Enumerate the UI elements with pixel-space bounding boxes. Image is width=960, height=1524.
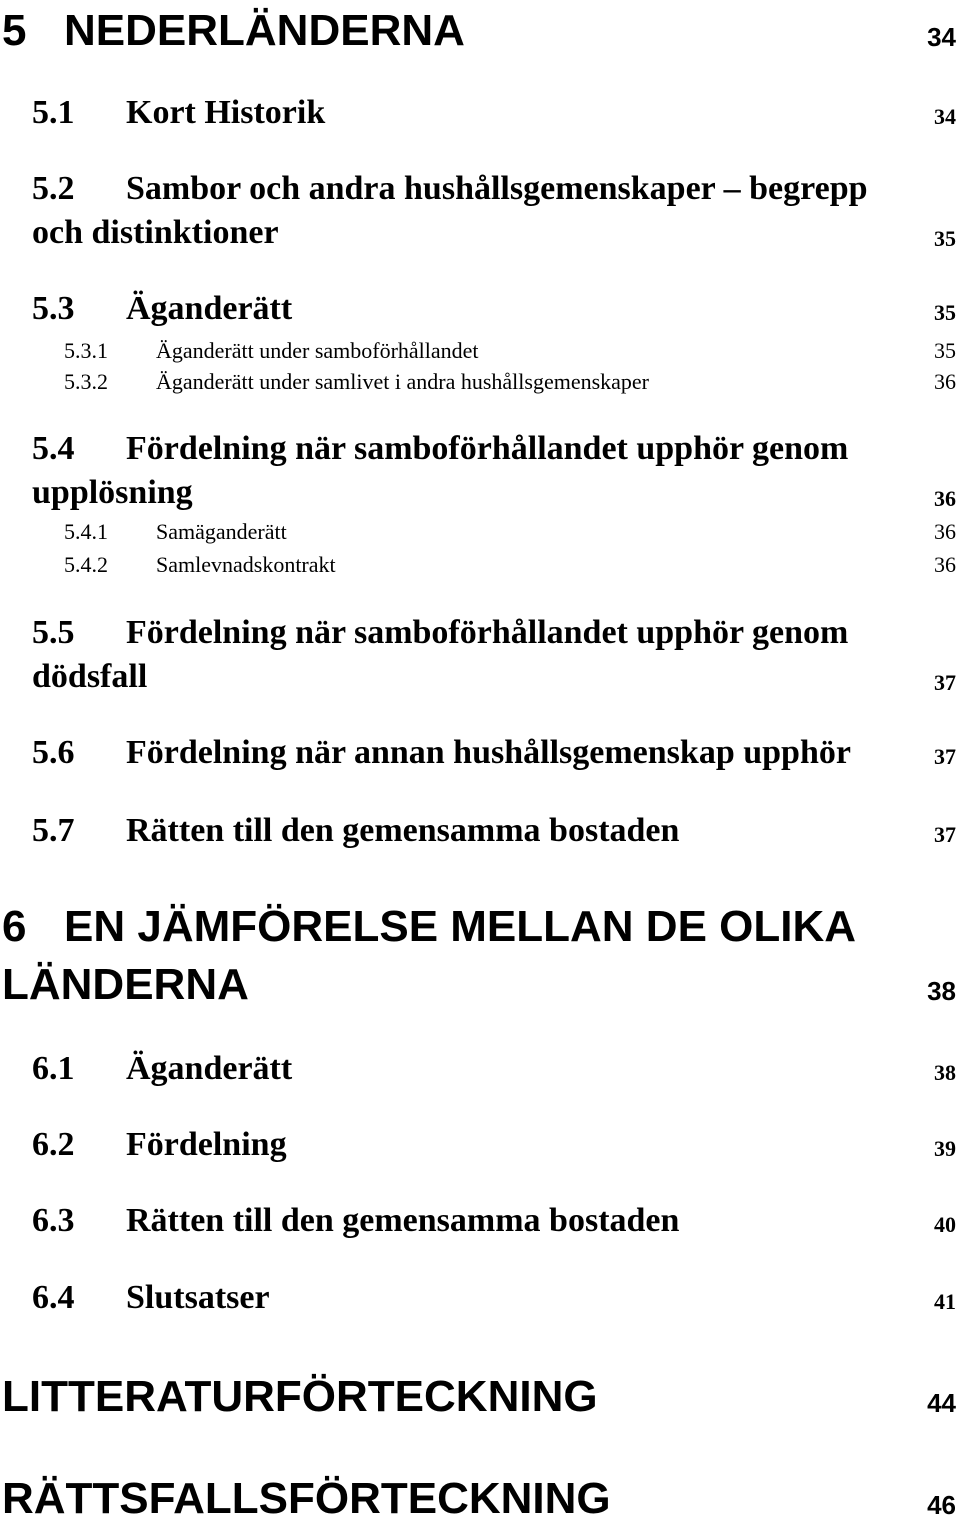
toc-entry-5-4-1[interactable]: [0, 519, 960, 547]
toc-entry-5-3[interactable]: [0, 290, 960, 330]
toc-entry-5-4-2[interactable]: [0, 552, 960, 580]
page-number: 36: [934, 369, 956, 394]
section-number: 6.2: [32, 1126, 75, 1163]
page-number: 41: [934, 1289, 956, 1314]
section-number: 5.1: [32, 94, 75, 131]
subsection-number: 5.3.1: [64, 338, 108, 363]
section-number: 5.2: [32, 170, 75, 207]
section-title: Fördelning när annan hushållsgemenskap upphör: [126, 734, 851, 771]
section-title: Sambor och andra hushållsgemenskaper – begrepp: [126, 170, 868, 207]
page-number: 37: [934, 670, 956, 695]
page-number: 36: [934, 486, 956, 511]
section-title-continued: och distinktioner: [32, 214, 279, 251]
toc-entry-5-1[interactable]: [0, 94, 960, 134]
page-number: 38: [927, 976, 956, 1006]
page-number: 34: [927, 22, 956, 52]
toc-entry-5-4[interactable]: [0, 430, 960, 518]
subsection-number: 5.4.2: [64, 552, 108, 577]
section-number: 5.5: [32, 614, 75, 651]
toc-entry-6-2[interactable]: [0, 1126, 960, 1166]
subsection-title: Äganderätt under samlivet i andra hushållsgemenskaper: [156, 369, 650, 394]
page-number: 37: [934, 822, 956, 847]
page-number: 40: [934, 1212, 956, 1237]
subsection-title: Samäganderätt: [156, 519, 287, 544]
page-number: 36: [934, 552, 956, 577]
toc-entry-5-3-2[interactable]: [0, 369, 960, 397]
toc-entry-6-4[interactable]: [0, 1279, 960, 1319]
page-number: 37: [934, 744, 956, 769]
subsection-title: Samlevnadskontrakt: [156, 552, 336, 577]
chapter-title: EN JÄMFÖRELSE MELLAN DE OLIKA: [64, 902, 857, 951]
toc-entry-5-6[interactable]: [0, 734, 960, 774]
toc-entry-rattsfall[interactable]: [0, 1474, 960, 1523]
section-title: Äganderätt: [126, 1050, 293, 1087]
toc-entry-5-2[interactable]: [0, 170, 960, 258]
subsection-number: 5.4.1: [64, 519, 108, 544]
subsection-number: 5.3.2: [64, 369, 108, 394]
section-title: Rätten till den gemensamma bostaden: [126, 1202, 680, 1239]
section-number: 5.6: [32, 734, 75, 771]
chapter-title: LITTERATURFÖRTECKNING: [2, 1372, 598, 1421]
toc-entry-ch6[interactable]: [0, 902, 960, 1014]
chapter-title: RÄTTSFALLSFÖRTECKNING: [2, 1474, 611, 1523]
chapter-number: 5: [2, 6, 27, 55]
toc-entry-5-5[interactable]: [0, 614, 960, 702]
section-title: Äganderätt: [126, 290, 293, 327]
section-number: 6.3: [32, 1202, 75, 1239]
page-number: 36: [934, 519, 956, 544]
section-title: Fördelning när samboförhållandet upphör genom: [126, 614, 849, 651]
section-title: Rätten till den gemensamma bostaden: [126, 812, 680, 849]
section-title: Fördelning: [126, 1126, 287, 1163]
page-number: 35: [934, 338, 956, 363]
section-title: Fördelning när samboförhållandet upphör genom: [126, 430, 849, 467]
toc-entry-litteratur[interactable]: [0, 1372, 960, 1424]
section-title-continued: upplösning: [32, 474, 193, 511]
toc-entry-6-3[interactable]: [0, 1202, 960, 1242]
page-number: 35: [934, 226, 956, 251]
page-number: 34: [934, 104, 956, 129]
chapter-number: 6: [2, 902, 27, 951]
toc-entry-5-3-1[interactable]: [0, 338, 960, 366]
page-number: 46: [927, 1490, 956, 1520]
subsection-title: Äganderätt under samboförhållandet: [156, 338, 479, 363]
page-number: 39: [934, 1136, 956, 1161]
section-number: 6.4: [32, 1279, 75, 1316]
section-title-continued: dödsfall: [32, 658, 148, 695]
toc-entry-6-1[interactable]: [0, 1050, 960, 1090]
toc-entry-5-7[interactable]: [0, 812, 960, 852]
page-number: 38: [934, 1060, 956, 1085]
section-number: 5.4: [32, 430, 75, 467]
page-number: 44: [927, 1388, 956, 1418]
toc-entry-ch5[interactable]: [0, 6, 960, 58]
section-title: Kort Historik: [126, 94, 326, 131]
section-number: 5.7: [32, 812, 75, 849]
section-number: 5.3: [32, 290, 75, 327]
chapter-title-continued: LÄNDERNA: [2, 960, 249, 1009]
page-number: 35: [934, 300, 956, 325]
section-number: 6.1: [32, 1050, 75, 1087]
chapter-title: NEDERLÄNDERNA: [64, 6, 465, 55]
section-title: Slutsatser: [126, 1279, 270, 1316]
